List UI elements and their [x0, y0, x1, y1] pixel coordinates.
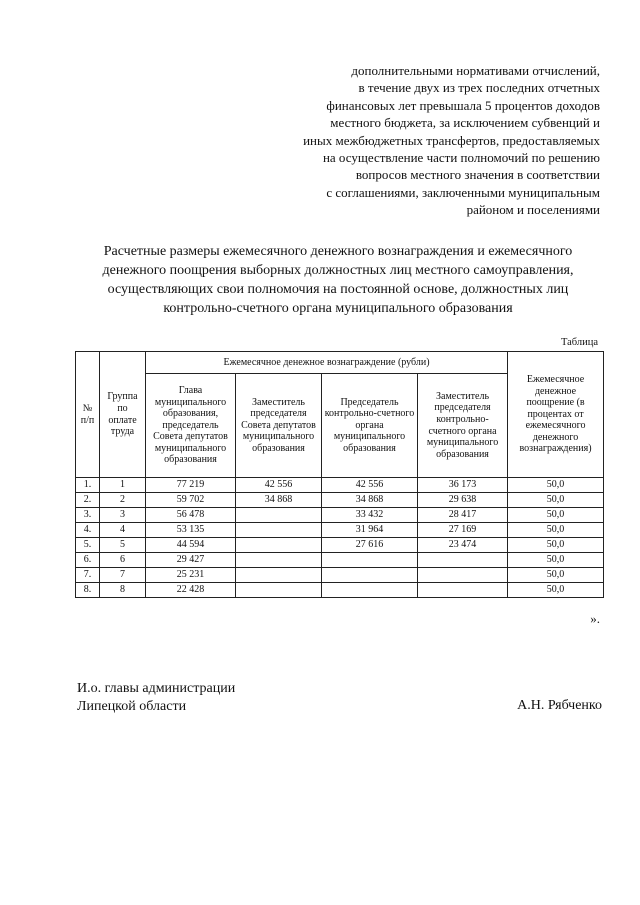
cell-deputy-council: 42 556 [236, 478, 322, 493]
header-head: Глава муниципального образования, председатель Совета депутатов муниципального образования [146, 374, 236, 478]
header-reward-group: Ежемесячное денежное вознаграждение (рубли) [146, 352, 508, 374]
cell-head: 22 428 [146, 583, 236, 598]
closing-quote-mark: ». [590, 611, 600, 626]
cell-group: 5 [100, 538, 146, 553]
cell-num: 7. [76, 568, 100, 583]
intro-line: в течение двух из трех последних отчетных [358, 80, 600, 96]
cell-group: 3 [100, 508, 146, 523]
header-deputy-audit: Заместитель председателя контрольно-счетного органа муниципального образования [418, 374, 508, 478]
cell-deputy-council [236, 538, 322, 553]
table-row [76, 538, 604, 553]
header-deputy-council: Заместитель председателя Совета депутатов муниципального образования [236, 374, 322, 478]
cell-bonus: 50,0 [508, 583, 604, 598]
cell-num: 3. [76, 508, 100, 523]
cell-chair-audit: 27 616 [322, 538, 418, 553]
cell-bonus: 50,0 [508, 478, 604, 493]
header-bonus: Ежемесячное денежное поощрение (в процентах от ежемесячного денежного вознаграждения) [508, 352, 604, 478]
header-group: Группа по оплате труда [100, 352, 146, 478]
title-line: контрольно-счетного органа муниципального образования [163, 301, 513, 316]
cell-bonus: 50,0 [508, 553, 604, 568]
cell-chair-audit [322, 553, 418, 568]
cell-head: 56 478 [146, 508, 236, 523]
cell-chair-audit: 34 868 [322, 493, 418, 508]
intro-line: иных межбюджетных трансфертов, предоставляемых [303, 132, 600, 148]
table-label: Таблица [560, 337, 598, 348]
cell-bonus: 50,0 [508, 538, 604, 553]
table-row [76, 493, 604, 508]
table-row [76, 583, 604, 598]
cell-deputy-audit: 28 417 [418, 508, 508, 523]
signature-position-line: Липецкой области [77, 699, 187, 714]
cell-deputy-council [236, 583, 322, 598]
intro-paragraph [200, 62, 600, 219]
cell-deputy-audit [418, 583, 508, 598]
cell-group: 7 [100, 568, 146, 583]
header-chair-audit: Председатель контрольно-счетного органа муниципального образования [322, 374, 418, 478]
cell-chair-audit: 33 432 [322, 508, 418, 523]
cell-group: 8 [100, 583, 146, 598]
cell-num: 2. [76, 493, 100, 508]
cell-deputy-council [236, 523, 322, 538]
cell-num: 6. [76, 553, 100, 568]
table-row [76, 508, 604, 523]
cell-bonus: 50,0 [508, 523, 604, 538]
table-row [76, 523, 604, 538]
intro-line: дополнительными нормативами отчислений, [351, 63, 600, 78]
cell-bonus: 50,0 [508, 568, 604, 583]
cell-head: 77 219 [146, 478, 236, 493]
cell-deputy-audit [418, 553, 508, 568]
cell-deputy-council [236, 553, 322, 568]
cell-deputy-council [236, 508, 322, 523]
header-num: № п/п [76, 352, 100, 478]
cell-group: 1 [100, 478, 146, 493]
intro-line: на осуществление части полномочий по решению [322, 150, 600, 166]
cell-num: 8. [76, 583, 100, 598]
title-line: осуществляющих свои полномочия на постоянной основе, должностных лиц [107, 282, 569, 297]
intro-line: с соглашениями, заключенными муниципальным [326, 184, 600, 200]
cell-bonus: 50,0 [508, 493, 604, 508]
cell-deputy-audit: 36 173 [418, 478, 508, 493]
table-row [76, 478, 604, 493]
cell-bonus: 50,0 [508, 508, 604, 523]
cell-deputy-audit [418, 568, 508, 583]
cell-head: 53 135 [146, 523, 236, 538]
cell-group: 6 [100, 553, 146, 568]
document-title [60, 242, 616, 318]
intro-line: местного бюджета, за исключением субвенций и [330, 115, 600, 131]
cell-group: 2 [100, 493, 146, 508]
signer-name: А.Н. Рябченко [517, 698, 602, 713]
table-row [76, 553, 604, 568]
cell-num: 4. [76, 523, 100, 538]
title-line: денежного поощрения выборных должностных лиц местного самоуправления, [102, 263, 574, 278]
cell-head: 59 702 [146, 493, 236, 508]
signature-position [77, 680, 235, 716]
cell-head: 44 594 [146, 538, 236, 553]
signature-position-line: И.о. главы администрации [77, 681, 236, 696]
table-row [76, 568, 604, 583]
cell-chair-audit: 31 964 [322, 523, 418, 538]
cell-head: 29 427 [146, 553, 236, 568]
cell-deputy-council [236, 568, 322, 583]
cell-group: 4 [100, 523, 146, 538]
intro-line: финансовых лет превышала 5 процентов доходов [326, 97, 600, 113]
cell-num: 1. [76, 478, 100, 493]
cell-chair-audit: 42 556 [322, 478, 418, 493]
remuneration-table [75, 351, 604, 598]
intro-line: вопросов местного значения в соответствии [355, 167, 600, 183]
cell-deputy-audit: 23 474 [418, 538, 508, 553]
cell-chair-audit [322, 583, 418, 598]
cell-head: 25 231 [146, 568, 236, 583]
cell-deputy-audit: 27 169 [418, 523, 508, 538]
intro-line: районом и поселениями [466, 202, 600, 218]
title-line: Расчетные размеры ежемесячного денежного вознаграждения и ежемесячного [103, 244, 573, 259]
cell-chair-audit [322, 568, 418, 583]
cell-num: 5. [76, 538, 100, 553]
cell-deputy-council: 34 868 [236, 493, 322, 508]
cell-deputy-audit: 29 638 [418, 493, 508, 508]
